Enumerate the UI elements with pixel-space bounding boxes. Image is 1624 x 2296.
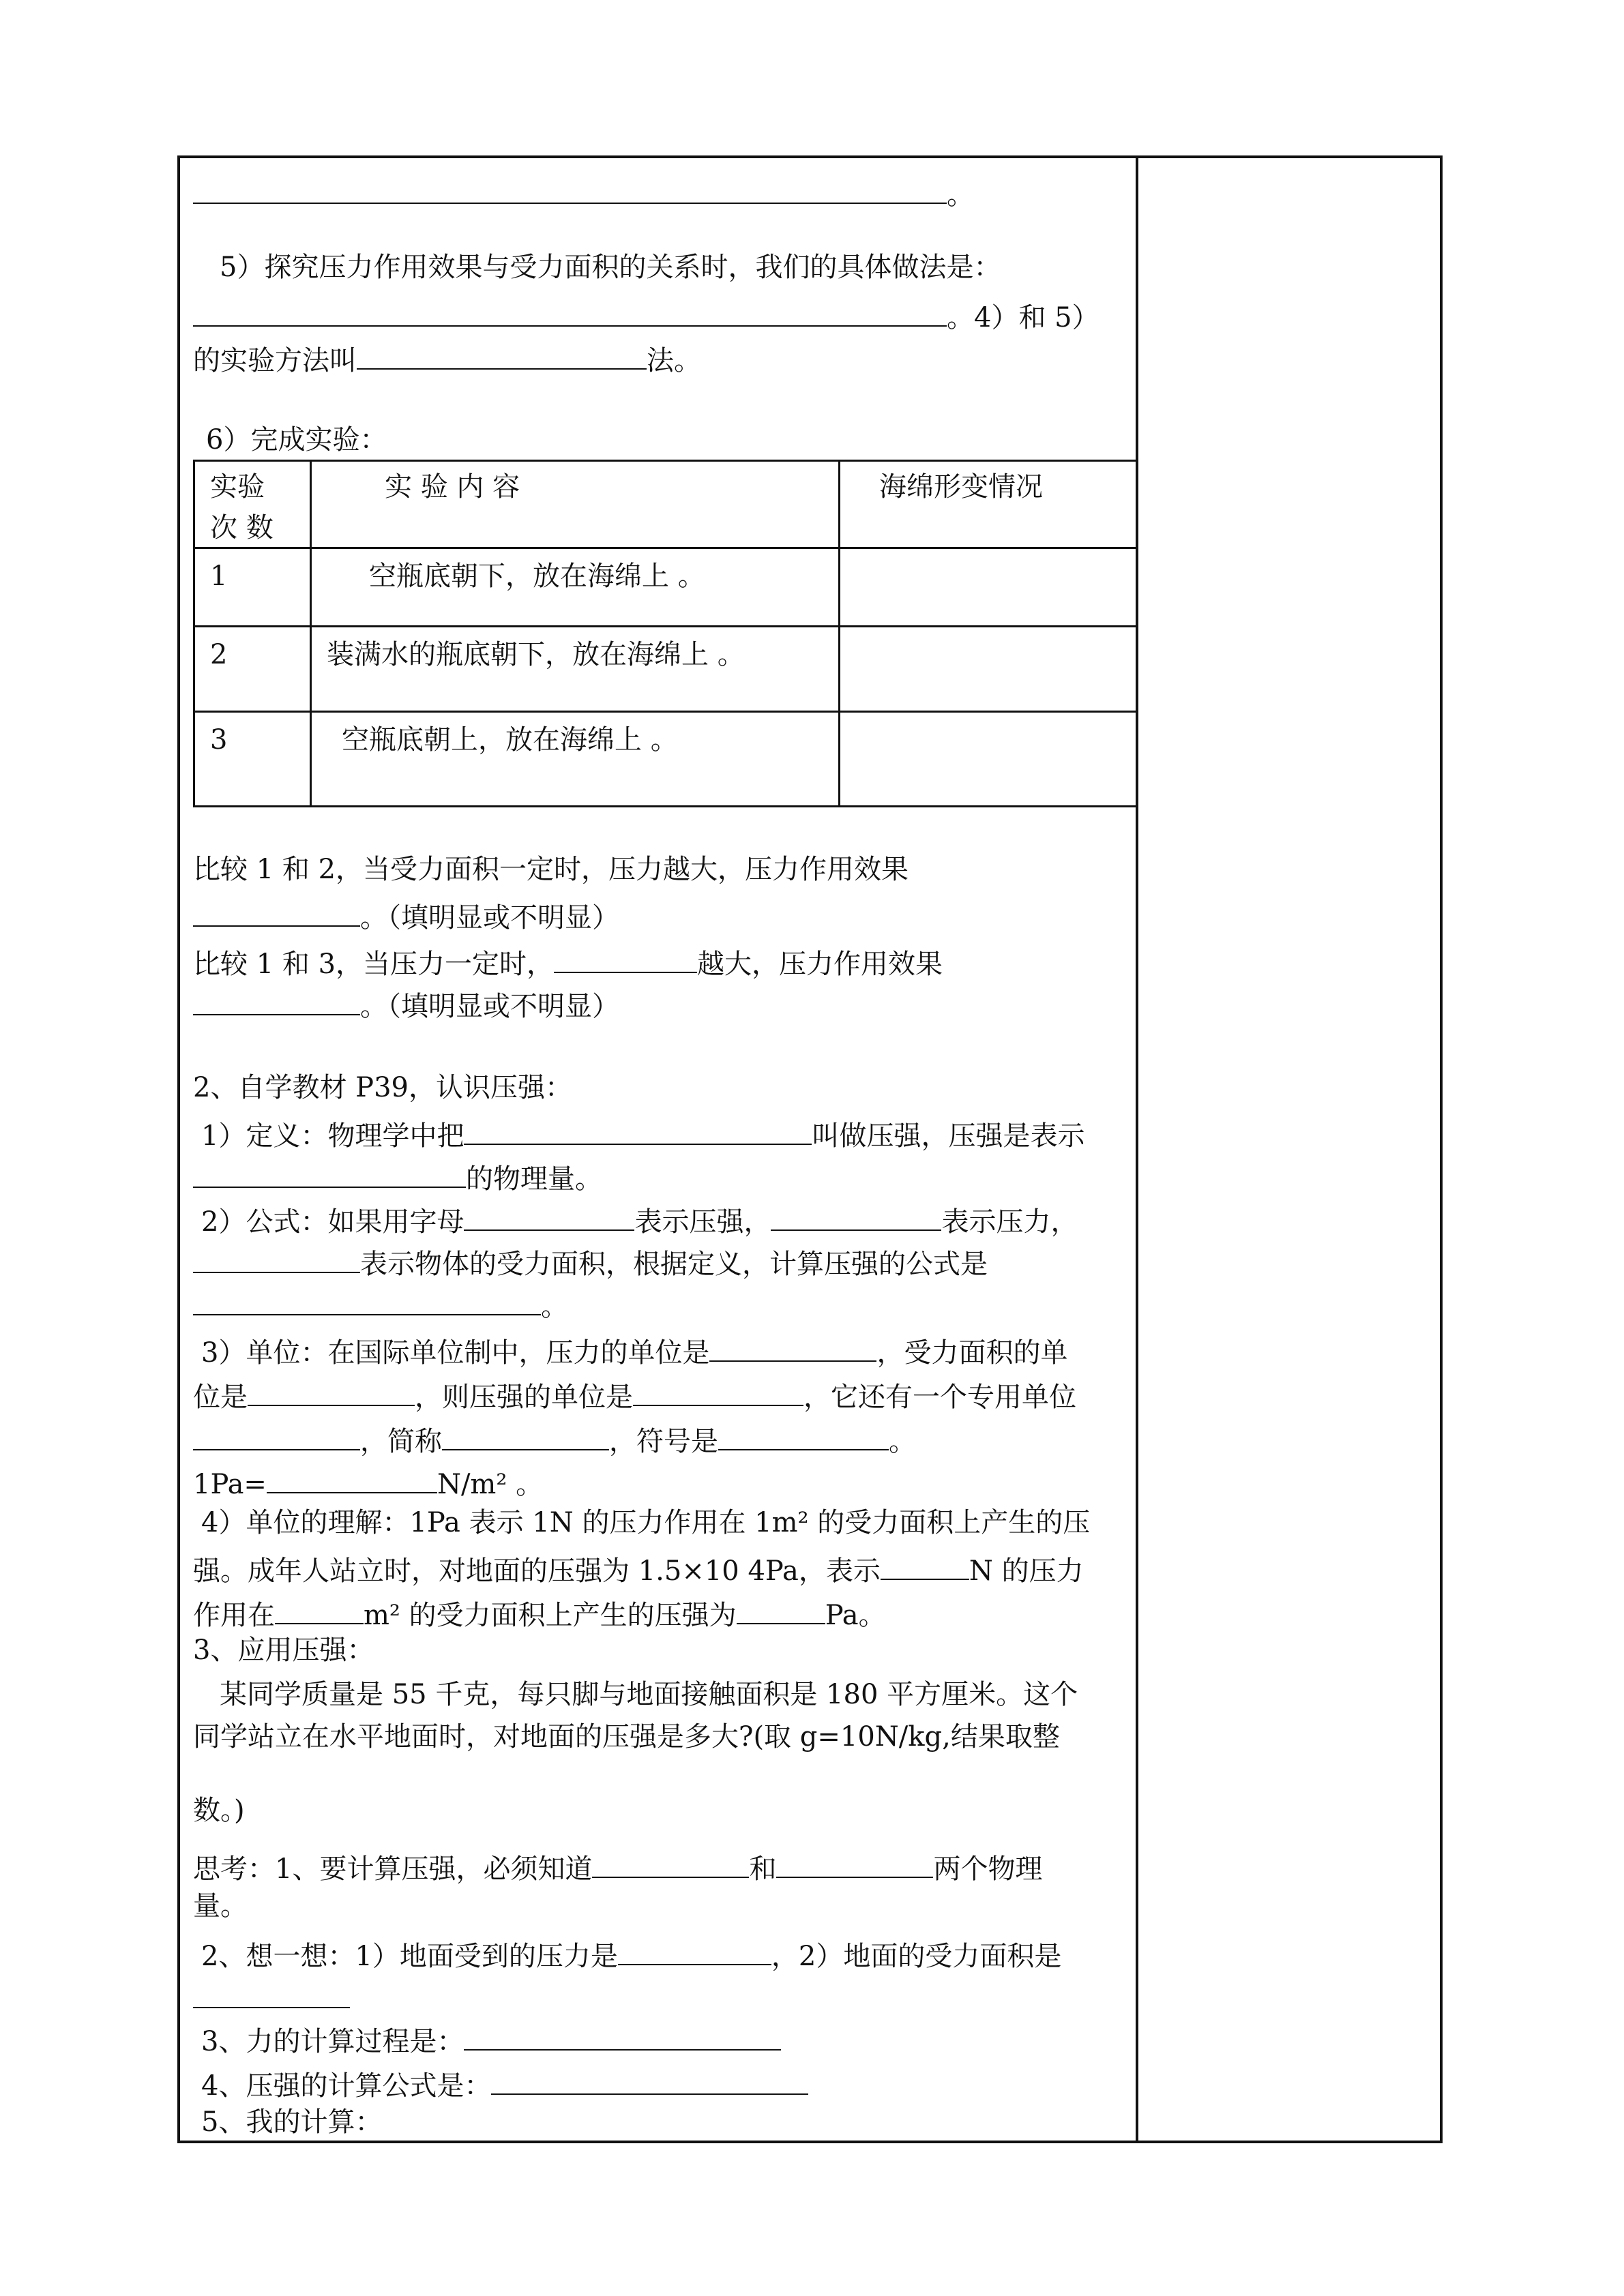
answer-blank[interactable] (193, 298, 947, 327)
unit-line2 (193, 1377, 1076, 1411)
continuation-line (193, 175, 974, 209)
q3-line (201, 2022, 781, 2055)
unit-mid1: ，受力面积的单 (876, 1337, 1068, 1369)
definition-suffix: 叫做压强，压强是表示 (812, 1120, 1085, 1152)
think-mid: 和 (749, 1853, 777, 1885)
answer-blank[interactable] (193, 1422, 360, 1450)
q4-text: 4、压强的计算公式是： (201, 2070, 492, 2102)
answer-blank[interactable] (357, 341, 647, 370)
definition-line1 (201, 1116, 1084, 1150)
pa-suffix: N/m² 。 (437, 1469, 544, 1500)
answer-blank[interactable] (737, 1596, 825, 1624)
answer-blank[interactable] (618, 1937, 771, 1965)
answer-blank[interactable] (442, 1422, 609, 1450)
notes-column-divider (1136, 155, 1138, 2143)
table-row-2-num: 2 (210, 639, 228, 670)
item5-text: 5）探究压力作用效果与受力面积的关系时，我们的具体做法是： (220, 252, 1001, 283)
compare1-line2 (193, 898, 619, 934)
understand-line3-prefix: 作用在 (193, 1600, 275, 1631)
formula-line3 (193, 1287, 568, 1320)
header-content: 实 验 内 容 (385, 471, 520, 503)
definition-line2 (193, 1159, 602, 1193)
section3-title: 3、应用压强： (193, 1635, 374, 1666)
item5-tail: 。4）和 5） (947, 302, 1099, 333)
compare2-line1 (193, 944, 943, 978)
answer-blank[interactable] (633, 1377, 803, 1406)
q2-prefix: 2、想一想：1）地面受到的压力是 (201, 1941, 618, 1972)
q4-line (201, 2066, 808, 2100)
q2-suffix: ，2）地面的受力面积是 (771, 1941, 1062, 1972)
experiment-table (193, 460, 1138, 807)
problem-line1: 某同学质量是 55 千克，每只脚与地面接触面积是 180 平方厘米。这个 (220, 1679, 1078, 1710)
pa-line (193, 1465, 543, 1498)
unit-line1 (201, 1333, 1067, 1367)
definition-prefix: 1）定义：物理学中把 (201, 1120, 464, 1152)
problem-line2: 同学站立在水平地面时，对地面的压强是多大?(取 g=10N/kg,结果取整 (193, 1721, 1060, 1753)
answer-blank[interactable] (193, 1244, 360, 1273)
header-trial-line2: 次 数 (210, 512, 274, 543)
unit-line2-mid: ，则压强的单位是 (415, 1382, 633, 1413)
unit-line3-tail: 。 (889, 1426, 916, 1457)
answer-blank[interactable] (267, 1465, 437, 1493)
q5-line: 5、我的计算： (201, 2106, 383, 2138)
table-row-1-num: 1 (210, 561, 228, 592)
answer-blank[interactable] (881, 1551, 969, 1580)
understand-line1: 4）单位的理解：1Pa 表示 1N 的压力作用在 1m² 的受力面积上产生的压 (201, 1507, 1091, 1538)
understand-line3-suffix: Pa。 (825, 1600, 886, 1631)
unit-line3-mid1: ，简称 (360, 1426, 442, 1457)
answer-blank[interactable] (709, 1333, 876, 1362)
problem-line3: 数。) (193, 1795, 245, 1826)
unit-line2-prefix: 位是 (193, 1382, 248, 1413)
think-line2: 量。 (193, 1890, 248, 1922)
formula-line2 (193, 1244, 988, 1278)
understand-line2-suffix: N 的压力 (969, 1555, 1084, 1587)
compare1-tail: 。（填明显或不明显） (360, 902, 619, 934)
method-prefix: 的实验方法叫 (193, 345, 357, 376)
answer-blank[interactable] (193, 1159, 466, 1188)
item6-text: 6）完成实验： (206, 424, 387, 456)
compare2-prefix: 比较 1 和 3，当压力一定时， (193, 949, 555, 980)
answer-blank[interactable] (776, 1849, 933, 1878)
formula-prefix: 2）公式：如果用字母 (201, 1206, 464, 1238)
continuation-end: 。 (947, 179, 974, 211)
compare1-line1: 比较 1 和 2，当受力面积一定时，压力越大，压力作用效果 (193, 854, 909, 885)
unit-line3-mid2: ，符号是 (609, 1426, 718, 1457)
unit-prefix: 3）单位：在国际单位制中，压力的单位是 (201, 1337, 710, 1369)
q2-answer-line (193, 1980, 350, 2013)
method-line (193, 341, 701, 374)
answer-blank[interactable] (718, 1422, 889, 1450)
section2-title: 2、自学教材 P39，认识压强： (193, 1072, 572, 1103)
table-row-3-content: 空瓶底朝上，放在海绵上 。 (342, 724, 678, 756)
formula-line1 (201, 1202, 1078, 1236)
pa-prefix: 1Pa= (193, 1469, 267, 1500)
understand-line3-mid: m² 的受力面积上产生的压强为 (364, 1600, 737, 1631)
answer-blank[interactable] (491, 2066, 808, 2095)
item5-answer-line (193, 298, 1099, 331)
header-trial-line1: 实验 (210, 471, 265, 503)
header-deformation: 海绵形变情况 (879, 471, 1043, 503)
understand-line3 (193, 1596, 886, 1629)
answer-blank[interactable] (464, 2022, 781, 2051)
compare2-line2 (193, 987, 619, 1020)
answer-blank[interactable] (275, 1596, 364, 1624)
formula-mid2: 表示压力， (941, 1206, 1078, 1238)
think-line1 (193, 1849, 1042, 1883)
think-prefix: 思考：1、要计算压强，必须知道 (193, 1853, 593, 1885)
compare2-tail: 。（填明显或不明显） (360, 991, 619, 1022)
unit-line3 (193, 1422, 916, 1455)
q3-text: 3、力的计算过程是： (201, 2026, 464, 2057)
table-row-3-num: 3 (210, 724, 228, 756)
answer-blank[interactable] (771, 1202, 941, 1231)
think-suffix: 两个物理 (933, 1853, 1043, 1885)
answer-blank[interactable] (193, 1980, 350, 2008)
answer-blank[interactable] (464, 1202, 634, 1231)
formula-line3-tail: 。 (541, 1291, 568, 1322)
definition-tail: 的物理量。 (466, 1163, 602, 1195)
table-row-1-content: 空瓶底朝下，放在海绵上 。 (369, 561, 705, 592)
method-suffix: 法。 (647, 345, 701, 376)
answer-blank[interactable] (193, 175, 947, 204)
formula-line2-tail: 表示物体的受力面积，根据定义，计算压强的公式是 (360, 1249, 988, 1280)
unit-line2-tail: ，它还有一个专用单位 (803, 1382, 1076, 1413)
answer-blank[interactable] (193, 1287, 541, 1315)
answer-blank[interactable] (193, 987, 360, 1015)
table-row-2-content: 装满水的瓶底朝下，放在海绵上 。 (327, 639, 745, 670)
q2-line (201, 1937, 1061, 1970)
understand-line2 (193, 1551, 1084, 1585)
answer-blank[interactable] (464, 1116, 812, 1145)
understand-line2-prefix: 强。成年人站立时，对地面的压强为 1.5×10 4Pa，表示 (193, 1555, 881, 1587)
answer-blank[interactable] (554, 944, 697, 973)
compare2-suffix: 越大，压力作用效果 (697, 949, 943, 980)
answer-blank[interactable] (193, 898, 360, 927)
answer-blank[interactable] (248, 1377, 415, 1406)
answer-blank[interactable] (592, 1849, 749, 1878)
formula-mid1: 表示压强， (634, 1206, 771, 1238)
